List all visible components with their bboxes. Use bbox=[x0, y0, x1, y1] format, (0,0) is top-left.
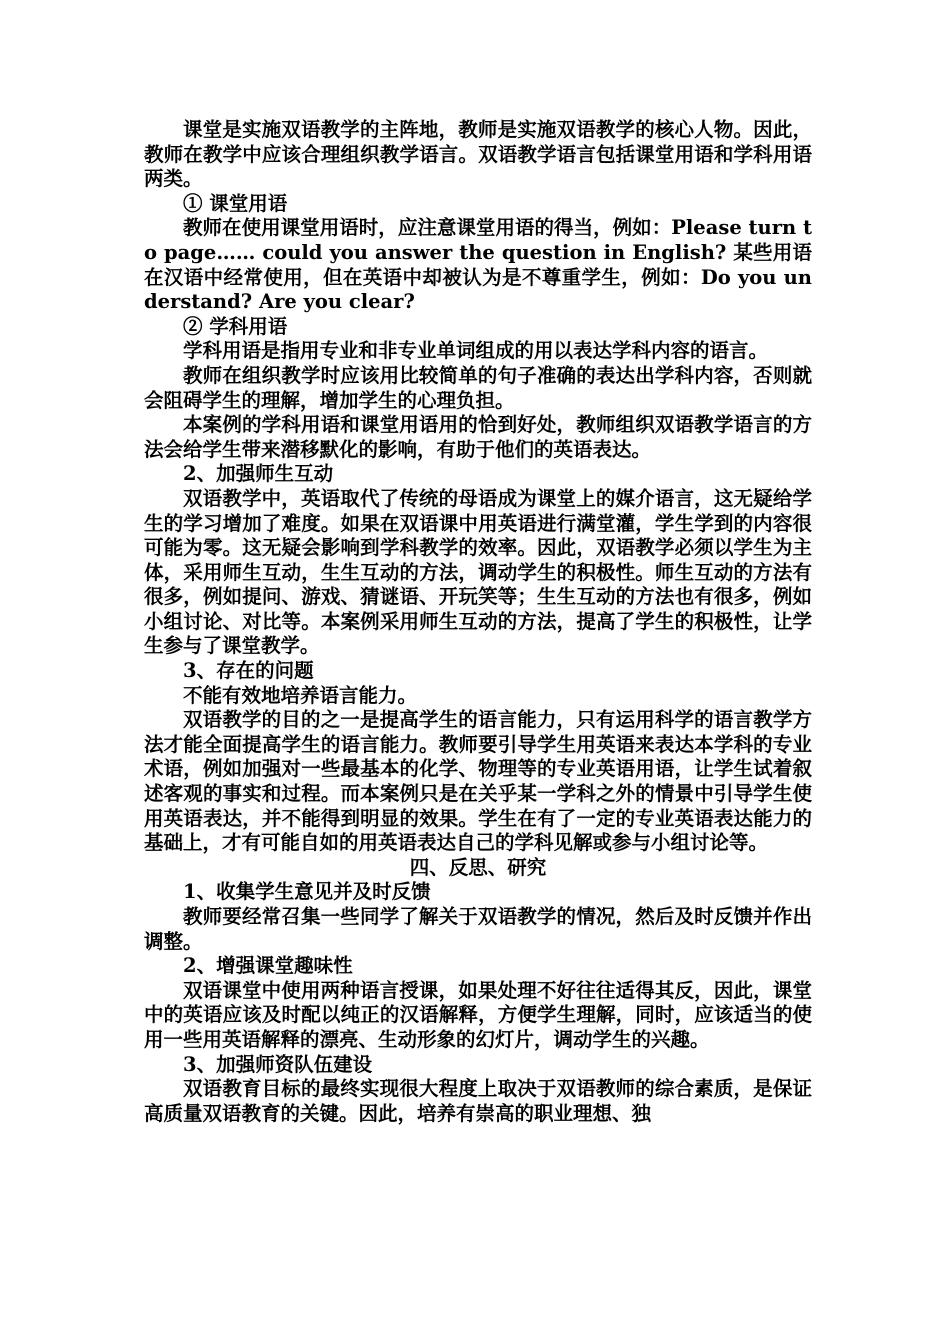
heading-problems: 3、存在的问题 bbox=[183, 659, 314, 683]
paragraph-classroom-language: 教师在使用课堂用语时，应注意课堂用语的得当，例如：Please turn to page…… could you answer the question in English? 某些用语在汉语中经常使用，但在英语中却被认为是不尊重学生，例如：Do you understand? Are you clear? bbox=[144, 216, 812, 314]
document-body bbox=[144, 118, 812, 1126]
paragraph-subject-language-definition: 学科用语是指用专业和非专业单词组成的用以表达学科内容的语言。 bbox=[183, 339, 769, 363]
paragraph-problem-statement: 不能有效地培养语言能力。 bbox=[183, 683, 418, 707]
paragraph-intro: 课堂是实施双语教学的主阵地，教师是实施双语教学的核心人物。因此，教师在教学中应该合理组织教学语言。双语教学语言包括课堂用语和学科用语两类。 bbox=[144, 118, 812, 191]
heading-interest: 2、增强课堂趣味性 bbox=[183, 954, 353, 978]
subheading-subject-language: ② 学科用语 bbox=[183, 314, 288, 338]
subheading-classroom-language: ① 课堂用语 bbox=[183, 191, 288, 215]
paragraph-interest: 双语课堂中使用两种语言授课，如果处理不好往往适得其反，因此，课堂中的英语应该及时配以纯正的汉语解释，方便学生理解，同时，应该适当的使用一些用英语解释的漂亮、生动形象的幻灯片，调动学生的兴趣。 bbox=[144, 978, 812, 1051]
paragraph-interaction: 双语教学中，英语取代了传统的母语成为课堂上的媒介语言，这无疑给学生的学习增加了难度。如果在双语课中用英语进行满堂灌，学生学到的内容很可能为零。这无疑会影响到学科教学的效率。因此，双语教学必须以学生为主体，采用师生互动，生生互动的方法，调动学生的积极性。师生互动的方法有很多，例如提问、游戏、猜谜语、开玩笑等；生生互动的方法也有很多，例如小组讨论、对比等。本案例采用师生互动的方法，提高了学生的积极性，让学生参与了课堂教学。 bbox=[144, 486, 812, 658]
section-heading-reflection: 四、反思、研究 bbox=[409, 855, 547, 879]
heading-teachers: 3、加强师资队伍建设 bbox=[183, 1052, 373, 1076]
paragraph-subject-language-usage: 教师在组织教学时应该用比较简单的句子准确的表达出学科内容，否则就会阻碍学生的理解，增加学生的心理负担。 bbox=[144, 363, 812, 412]
heading-interaction: 2、加强师生互动 bbox=[183, 462, 334, 486]
paragraph-teachers: 双语教育目标的最终实现很大程度上取决于双语教师的综合素质，是保证高质量双语教育的关键。因此，培养有崇高的职业理想、独 bbox=[144, 1077, 812, 1125]
paragraph-case-summary: 本案例的学科用语和课堂用语用的恰到好处，教师组织双语教学语言的方法会给学生带来潜移默化的影响，有助于他们的英语表达。 bbox=[144, 413, 812, 461]
paragraph-feedback: 教师要经常召集一些同学了解关于双语教学的情况，然后及时反馈并作出调整。 bbox=[144, 905, 812, 953]
heading-feedback: 1、收集学生意见并及时反馈 bbox=[183, 880, 431, 904]
paragraph-problem-detail: 双语教学的目的之一是提高学生的语言能力，只有运用科学的语言教学方法才能全面提高学生的语言能力。教师要引导学生用英语来表达本学科的专业术语，例如加强对一些最基本的化学、物理等的专业英语用语，让学生试着叙述客观的事实和过程。而本案例只是在关乎某一学科之外的情景中引导学生使用英语表达，并不能得到明显的效果。学生在有了一定的专业英语表达能力的基础上，才有可能自如的用英语表达自己的学科见解或参与小组讨论等。 bbox=[144, 708, 812, 855]
